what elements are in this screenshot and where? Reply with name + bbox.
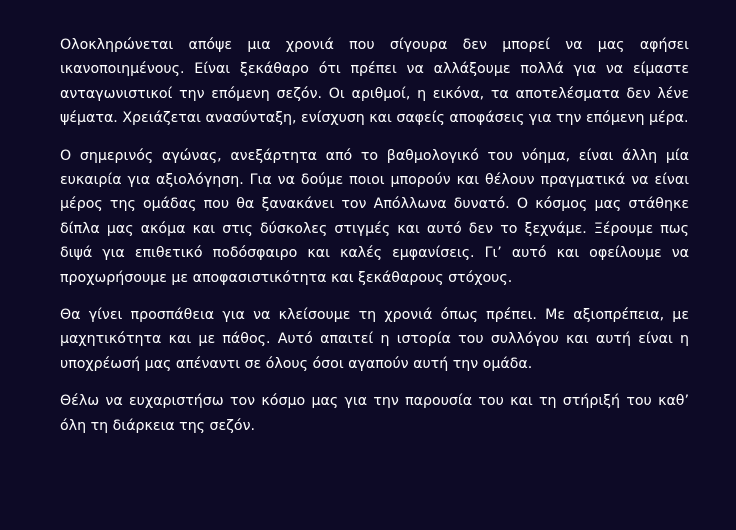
paragraph-1: Ολοκληρώνεται απόψε μια χρονιά που σίγουρα δεν μπορεί να μας αφήσει ικανοποιημένους. Είναι ξεκάθαρο ότι πρέπει να αλλάξουμε πολλά για να είμαστε ανταγωνιστικοί την επόμενη σεζόν. Οι αριθμοί, η εικόνα, τα αποτελέσματα δεν λένε ψέματα. Χρειάζεται ανασύνταξη, ενίσχυση και σαφείς αποφάσεις για την επόμενη μέρα. (60, 37, 689, 127)
paragraph-4: Θέλω να ευχαριστήσω τον κόσμο μας για την παρουσία του και τη στήριξή του καθ’ όλη τη διάρκεια της σεζόν. (60, 393, 689, 434)
paragraph-3: Θα γίνει προσπάθεια για να κλείσουμε τη χρονιά όπως πρέπει. Με αξιοπρέπεια, με μαχητικότητα και με πάθος. Αυτό απαιτεί η ιστορία του συλλόγου και αυτή είναι η υποχρέωσή μας απέναντι σε όλους όσοι αγαπούν αυτή την ομάδα. (60, 307, 689, 372)
paragraph-2: Ο σημερινός αγώνας, ανεξάρτητα από το βαθμολογικό του νόημα, είναι άλλη μία ευκαιρία για αξιολόγηση. Για να δούμε ποιοι μπορούν και θέλουν πραγματικά να είναι μέρος της ομάδας που θα ξανακάνει τον Απόλλωνα δυνατό. Ο κόσμος μας στάθηκε δίπλα μας ακόμα και στις δύσκολες στιγμές και αυτό δεν το ξεχνάμε. Ξέρουμε πως διψά για επιθετικό ποδόσφαιρο και καλές εμφανίσεις. Γι’ αυτό και οφείλουμε να προχωρήσουμε με αποφασιστικότητα και ξεκάθαρους στόχους. (60, 147, 689, 286)
